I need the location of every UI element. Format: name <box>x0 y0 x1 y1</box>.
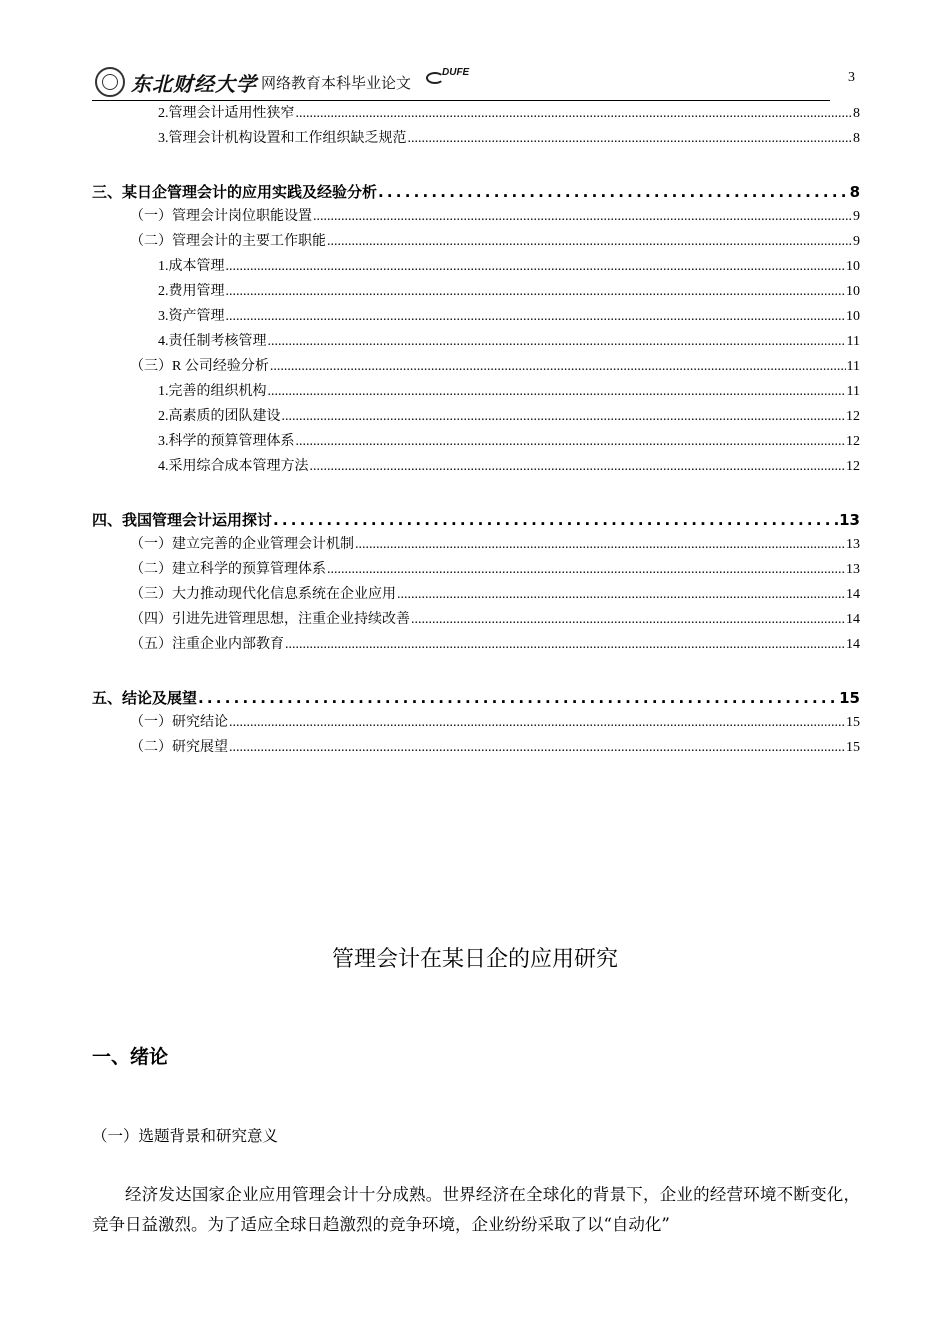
toc-entry[interactable] <box>92 586 860 604</box>
toc-entry-label: （四）引进先进管理思想，注重企业持续改善 <box>130 612 410 627</box>
university-name: 东北财经大学 <box>131 71 257 96</box>
toc-page-number: 12 <box>846 459 860 474</box>
toc-dot-leader <box>296 105 853 123</box>
toc-entry-label: 4.采用综合成本管理方法 <box>158 459 309 474</box>
toc-entry-label: （二）管理会计的主要工作职能 <box>130 234 326 249</box>
toc-dot-leader <box>408 130 853 148</box>
toc-dot-leader <box>270 358 846 376</box>
toc-entry[interactable] <box>92 308 860 326</box>
toc-entry[interactable] <box>92 258 860 276</box>
toc-page-number: 14 <box>846 637 860 652</box>
toc-page-number: 10 <box>846 284 860 299</box>
toc-entry-label: （二）研究展望 <box>130 740 228 755</box>
toc-page-number: 15 <box>846 715 860 730</box>
toc-entry[interactable] <box>92 358 860 376</box>
toc-entry[interactable] <box>92 408 860 426</box>
toc-entry-label: （二）建立科学的预算管理体系 <box>130 562 326 577</box>
toc-page-number: 8 <box>853 131 860 146</box>
document-title: 管理会计在某日企的应用研究 <box>331 947 618 972</box>
toc-entry[interactable] <box>92 433 860 451</box>
toc-page-number: 13 <box>839 511 860 529</box>
university-seal-icon <box>95 67 125 97</box>
toc-page-number: 11 <box>846 334 860 349</box>
toc-entry-label: 2.管理会计适用性狭窄 <box>158 106 295 121</box>
toc-dot-leader <box>229 714 845 732</box>
toc-entry[interactable] <box>92 130 860 148</box>
toc-dot-leader <box>327 561 845 579</box>
page-header <box>92 62 832 102</box>
toc-entry[interactable] <box>92 233 860 251</box>
toc-entry-label: 4.责任制考核管理 <box>158 334 267 349</box>
section-heading: 一、绪论 <box>92 1046 169 1068</box>
toc-entry-label: 2.高素质的团队建设 <box>158 409 281 424</box>
toc-entry-label: （一）管理会计岗位职能设置 <box>130 209 312 224</box>
dufe-mark-text: DUFE <box>442 67 470 78</box>
toc-dot-leader <box>296 433 846 451</box>
toc-entry-label: 1.成本管理 <box>158 259 225 274</box>
toc-dot-leader <box>273 511 838 529</box>
toc-chapter-entry[interactable] <box>92 183 860 201</box>
toc-page-number: 14 <box>846 612 860 627</box>
toc-entry-label: （三）大力推动现代化信息系统在企业应用 <box>130 587 396 602</box>
toc-page-number: 15 <box>846 740 860 755</box>
toc-dot-leader <box>268 333 846 351</box>
toc-page-number: 10 <box>846 259 860 274</box>
dufe-logo-icon <box>426 66 474 88</box>
toc-entry-label: 2.费用管理 <box>158 284 225 299</box>
toc-entry[interactable] <box>92 458 860 476</box>
toc-page-number: 8 <box>853 106 860 121</box>
toc-page-number: 13 <box>846 537 860 552</box>
toc-page-number: 10 <box>846 309 860 324</box>
toc-dot-leader <box>226 258 846 276</box>
toc-entry-label: （五）注重企业内部教育 <box>130 637 284 652</box>
toc-dot-leader <box>198 689 838 707</box>
university-logo <box>92 64 477 100</box>
toc-dot-leader <box>268 383 846 401</box>
toc-entry[interactable] <box>92 383 860 401</box>
toc-entry-label: （一）研究结论 <box>130 715 228 730</box>
toc-page-number: 12 <box>846 434 860 449</box>
toc-chapter-entry[interactable] <box>92 511 860 529</box>
toc-entry[interactable] <box>92 105 860 123</box>
toc-dot-leader <box>282 408 846 426</box>
toc-entry[interactable] <box>92 208 860 226</box>
toc-dot-leader <box>285 636 845 654</box>
toc-dot-leader <box>327 233 852 251</box>
body-paragraph: 经济发达国家企业应用管理会计十分成熟。世界经济在全球化的背景下，企业的经营环境不断变化，竞争日益激烈。为了适应全球日趋激烈的竞争环境，企业纷纷采取了以“自动化” <box>92 1185 860 1234</box>
toc-entry-label: 3.管理会计机构设置和工作组织缺乏规范 <box>158 131 407 146</box>
header-rule <box>92 100 830 101</box>
toc-entry[interactable] <box>92 636 860 654</box>
page-number: 3 <box>848 70 855 85</box>
toc-entry[interactable] <box>92 333 860 351</box>
toc-dot-leader <box>226 283 846 301</box>
toc-entry[interactable] <box>92 739 860 757</box>
toc-entry[interactable] <box>92 536 860 554</box>
toc-dot-leader <box>310 458 846 476</box>
toc-entry-label: 四、我国管理会计运用探讨 <box>92 511 273 529</box>
toc-page-number: 11 <box>846 384 860 399</box>
toc-dot-leader <box>411 611 845 629</box>
toc-page-number: 9 <box>853 234 860 249</box>
toc-entry[interactable] <box>92 283 860 301</box>
toc-chapter-entry[interactable] <box>92 689 860 707</box>
toc-page-number: 8 <box>849 183 860 201</box>
toc-entry[interactable] <box>92 714 860 732</box>
toc-entry-label: 3.资产管理 <box>158 309 225 324</box>
toc-dot-leader <box>229 739 845 757</box>
toc-dot-leader <box>397 586 845 604</box>
toc-page-number: 12 <box>846 409 860 424</box>
header-subtitle: 网络教育本科毕业论文 <box>261 73 412 92</box>
toc-page-number: 15 <box>839 689 860 707</box>
toc-entry[interactable] <box>92 561 860 579</box>
toc-page-number: 14 <box>846 587 860 602</box>
toc-page-number: 13 <box>846 562 860 577</box>
toc-entry-label: （三）R 公司经验分析 <box>130 359 269 374</box>
toc-entry-label: （一）建立完善的企业管理会计机制 <box>130 537 354 552</box>
toc-entry-label: 五、结论及展望 <box>92 689 198 707</box>
subsection-heading: （一）选题背景和研究意义 <box>92 1127 279 1145</box>
toc-dot-leader <box>355 536 845 554</box>
toc-entry-label: 3.科学的预算管理体系 <box>158 434 295 449</box>
toc-page-number: 11 <box>846 359 860 374</box>
toc-dot-leader <box>378 183 849 201</box>
toc-entry-label: 三、某日企管理会计的应用实践及经验分析 <box>92 183 378 201</box>
toc-dot-leader <box>313 208 852 226</box>
toc-entry-label: 1.完善的组织机构 <box>158 384 267 399</box>
toc-entry[interactable] <box>92 611 860 629</box>
toc-page-number: 9 <box>853 209 860 224</box>
toc-dot-leader <box>226 308 846 326</box>
